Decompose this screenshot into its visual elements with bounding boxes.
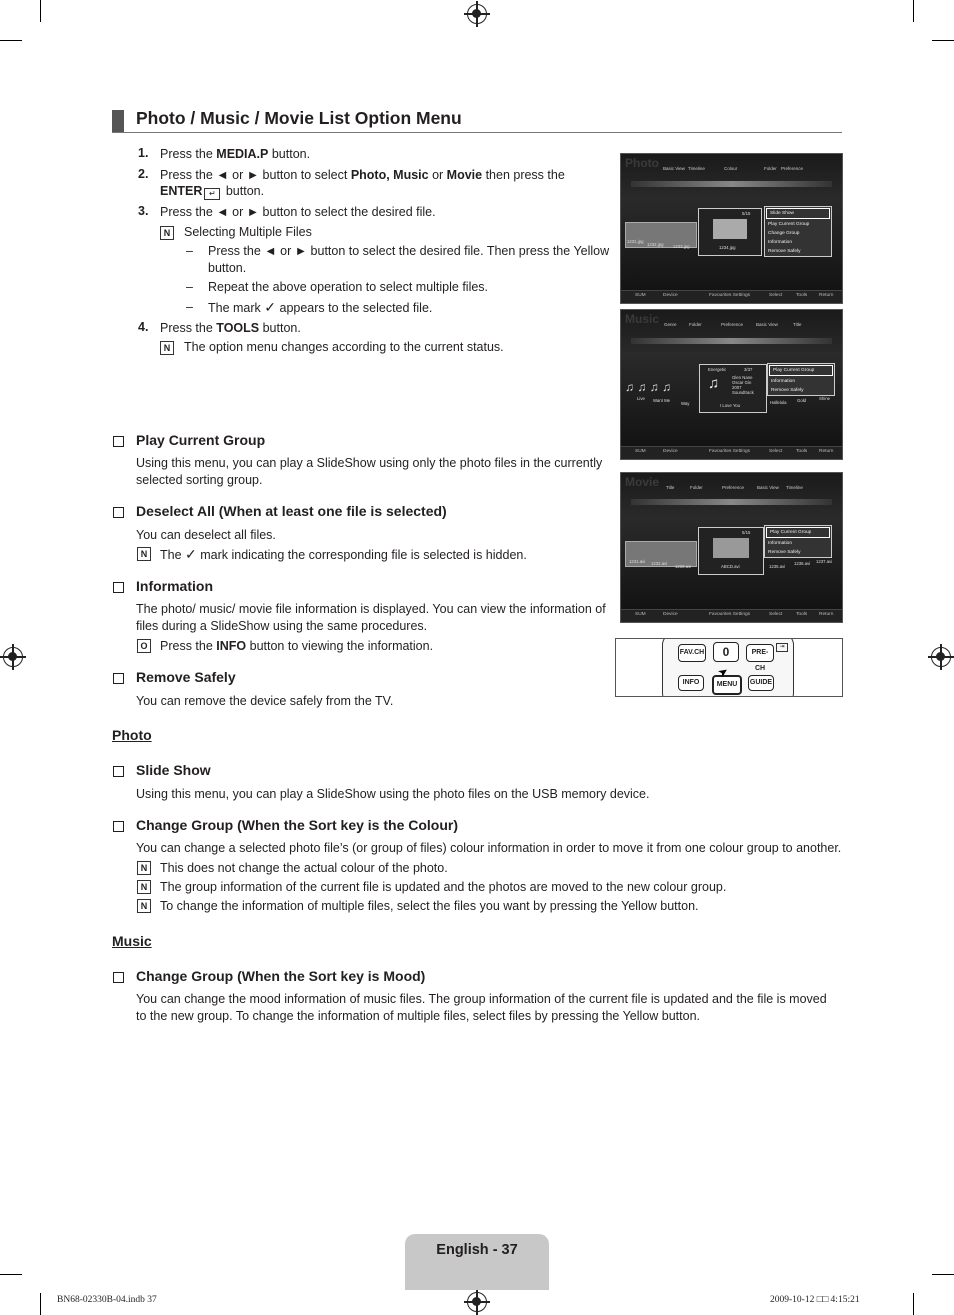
footer-tools: Tools — [796, 612, 808, 617]
screen-footer — [621, 446, 842, 459]
file-name: 1237.avi — [816, 559, 833, 564]
genre-band — [631, 338, 832, 344]
file-name: 1231.jpg — [627, 239, 644, 244]
track-year: 2007 — [732, 385, 742, 390]
menu-item[interactable]: Change Group — [768, 231, 800, 236]
menu-item[interactable]: Remove Safely — [768, 249, 801, 254]
heading-play-current-group: Play Current Group — [136, 432, 266, 448]
remove-safely-text: You can remove the device safely from the TV. — [136, 694, 394, 708]
multi-select-step-1: Press the ◄ or ► button to select the desired file. Then press the Yellow — [208, 244, 610, 258]
file-name: Want Me — [653, 398, 671, 403]
change-group-colour-text: You can change a selected photo file’s (or group of files) colour information in order to move it from one colour group to another. — [136, 841, 842, 855]
menu-item[interactable]: Play Current Group — [769, 365, 833, 376]
screen-tab: Preference — [721, 322, 744, 327]
heading-slide-show: Slide Show — [136, 762, 211, 778]
checkbox-bullet-icon — [113, 582, 124, 593]
menu-item[interactable]: Information — [768, 240, 792, 245]
menu-item[interactable]: Information — [771, 379, 795, 384]
crop-mark — [40, 1293, 41, 1315]
option-menu — [764, 206, 832, 257]
screen-tab: Timeline — [786, 485, 803, 490]
info-button: INFO — [678, 675, 704, 691]
file-name: 1234.jpg — [719, 245, 736, 250]
note-icon: N — [160, 226, 174, 240]
file-name: 1232.avi — [651, 561, 668, 566]
menu-item[interactable]: Remove Safely — [768, 550, 801, 555]
file-name: Shine — [819, 396, 830, 401]
movie-screen — [620, 472, 843, 623]
note-icon: N — [137, 880, 151, 894]
footer-tools: Tools — [796, 449, 808, 454]
selected-thumbnail[interactable] — [698, 208, 762, 256]
step-2-text-cont: ENTER ↵ button. — [160, 184, 265, 198]
file-count: 5/15 — [742, 530, 751, 535]
information-note: Press the INFO button to viewing the information. — [160, 639, 434, 653]
title-marker — [112, 110, 124, 132]
step-number: 3. — [138, 204, 149, 218]
pre-ch-button: PRE-CH — [746, 644, 774, 662]
menu-item[interactable]: Play Current Group — [768, 222, 810, 227]
file-name: 1232.jpg — [647, 242, 664, 247]
screen-title: Music — [625, 312, 660, 326]
registration-mark-icon — [931, 647, 951, 667]
file-name: Gold — [797, 398, 807, 403]
fav-ch-button: FAV.CH — [678, 644, 706, 662]
footer-tools: Tools — [796, 293, 808, 298]
crop-mark — [40, 0, 41, 22]
dash: – — [186, 244, 193, 258]
footer-return: Return — [819, 449, 834, 454]
crop-mark — [932, 1274, 954, 1275]
music-screen — [620, 309, 843, 460]
footer-sum: SUM — [635, 612, 646, 617]
menu-item[interactable]: Play Current Group — [766, 527, 830, 538]
crop-mark — [0, 1274, 22, 1275]
photo-screen — [620, 153, 843, 304]
footer-device: Device — [663, 293, 678, 298]
footer-select: Select — [769, 612, 783, 617]
footer-select: Select — [769, 449, 783, 454]
photo-preview — [713, 219, 747, 239]
crop-mark — [932, 40, 954, 41]
change-group-colour-note-3: To change the information of multiple files, select the files you want by pressing the Yellow button. — [160, 899, 699, 913]
footer-favourites: Favourites Settings — [709, 449, 751, 454]
guide-button: GUIDE — [748, 675, 774, 691]
checkbox-bullet-icon — [113, 821, 124, 832]
footer-favourites: Favourites Settings — [709, 293, 751, 298]
source-icon: ⇥ — [776, 643, 788, 652]
crop-mark — [0, 40, 22, 41]
screen-tab: Timeline — [688, 166, 705, 171]
title-band — [631, 499, 832, 505]
track-artist: Glen Nane — [732, 375, 753, 380]
option-menu — [764, 525, 832, 558]
screen-tab: Preference — [781, 166, 804, 171]
page-title: Photo / Music / Movie List Option Menu — [136, 108, 462, 128]
note-icon: N — [137, 547, 151, 561]
selected-track[interactable] — [699, 364, 767, 413]
file-name: 1235.avi — [769, 564, 786, 569]
screen-tab: Basic View — [757, 485, 779, 490]
step-1-text: Press the MEDIA.P button. — [160, 147, 311, 161]
menu-item[interactable]: Slide Show — [766, 208, 830, 219]
menu-button: MENU — [712, 675, 742, 695]
check-mark-icon: ✓ — [185, 546, 197, 562]
file-name: ABCD.avi — [721, 564, 740, 569]
footer-device: Device — [663, 612, 678, 617]
screen-title: Photo — [625, 156, 659, 170]
change-group-colour-note-1: This does not change the actual colour of the photo. — [160, 861, 448, 875]
screen-tab: Folder — [764, 166, 777, 171]
tip-icon: O — [137, 639, 151, 653]
heading-deselect-all: Deselect All (When at least one file is selected) — [136, 503, 447, 519]
checkbox-bullet-icon — [113, 766, 124, 777]
remote-control-illustration — [615, 638, 843, 697]
print-date: 2009-10-12 □□ 4:15:21 — [770, 1295, 860, 1305]
change-group-mood-text: You can change the mood information of music files. The group information of the current file is updated and the file is moved to the new group. To change the information of multiple files, select files by pressing the Yellow button. — [136, 992, 827, 1023]
music-note-icon: ♫ — [708, 375, 720, 392]
multi-select-step-1-cont: button. — [208, 261, 247, 275]
pointer-arrow-icon: ➤ — [714, 663, 732, 681]
footer-return: Return — [819, 612, 834, 617]
file-count: 3/37 — [744, 367, 753, 372]
file-name: 1231.avi — [629, 559, 646, 564]
screen-tab: Title — [793, 322, 802, 327]
step-3-text: Press the ◄ or ► button to select the desired file. — [160, 205, 436, 219]
information-text: The photo/ music/ movie file information is displayed. You can view the information of files during a SlideShow using the same procedures. — [136, 602, 606, 633]
section-label-photo: Photo — [112, 727, 152, 743]
file-name: Hallelula — [770, 400, 787, 405]
change-group-colour-note-2: The group information of the current file is updated and the photos are moved to the new colour group. — [160, 880, 727, 894]
step-4-text: Press the TOOLS button. — [160, 321, 301, 335]
note-icon: N — [160, 341, 174, 355]
heading-change-group-mood: Change Group (When the Sort key is Mood) — [136, 968, 426, 984]
screen-tab: Basic View — [756, 322, 778, 327]
file-name: Way — [681, 401, 690, 406]
track-title: I Love You — [720, 403, 741, 408]
page-number-tab — [405, 1234, 549, 1290]
checkbox-bullet-icon — [113, 436, 124, 447]
zero-button: 0 — [713, 642, 739, 662]
movie-preview — [713, 538, 749, 558]
option-menu — [767, 363, 835, 396]
multi-select-step-3: The mark ✓ appears to the selected file. — [208, 299, 433, 315]
section-label-music: Music — [112, 933, 152, 949]
menu-item[interactable]: Information — [768, 541, 792, 546]
checkbox-bullet-icon — [113, 507, 124, 518]
file-count: 5/15 — [742, 211, 751, 216]
print-file-name: BN68-02330B-04.indb 37 — [57, 1295, 157, 1305]
deselect-all-note: The ✓ mark indicating the corresponding file is selected is hidden. — [160, 546, 527, 562]
colour-band — [631, 181, 832, 187]
page-number: English - 37 — [436, 1242, 518, 1258]
registration-mark-icon — [3, 647, 23, 667]
screen-tab: Folder — [689, 322, 702, 327]
registration-mark-icon — [467, 4, 487, 24]
crop-mark — [913, 1293, 914, 1315]
heading-remove-safely: Remove Safely — [136, 669, 236, 685]
step-2-text: Press the ◄ or ► button to select Photo, Music or Movie then press the — [160, 168, 565, 182]
track-album: Oscar Gin — [732, 380, 752, 385]
deselect-all-text: You can deselect all files. — [136, 528, 276, 542]
checkbox-bullet-icon — [113, 972, 124, 983]
music-note-icon: ♫ ♫ ♫ ♫ — [625, 380, 672, 394]
enter-icon: ↵ — [204, 188, 220, 200]
screen-tab: Folder — [690, 485, 703, 490]
footer-sum: SUM — [635, 449, 646, 454]
step-number: 1. — [138, 146, 149, 160]
footer-sum: SUM — [635, 293, 646, 298]
track-genre: Soundtrack — [732, 390, 754, 395]
play-current-group-text: Using this menu, you can play a SlideShow using only the photo files in the currently selected sorting group. — [136, 456, 603, 487]
selected-thumbnail[interactable] — [698, 527, 764, 575]
step-number: 4. — [138, 320, 149, 334]
dash: – — [186, 280, 193, 294]
file-name: 1236.avi — [794, 561, 811, 566]
multi-select-label: Selecting Multiple Files — [184, 225, 312, 239]
screen-tab: Colour — [724, 166, 738, 171]
footer-favourites: Favourites Settings — [709, 612, 751, 617]
screen-title: Movie — [625, 475, 660, 489]
heading-information: Information — [136, 578, 213, 594]
footer-select: Select — [769, 293, 783, 298]
file-name: Live — [637, 396, 645, 401]
heading-change-group-colour: Change Group (When the Sort key is the Colour) — [136, 817, 459, 833]
track-mood: Energetic — [708, 367, 727, 372]
slide-show-text: Using this menu, you can play a SlideShow using the photo files on the USB memory device. — [136, 787, 650, 801]
dash: – — [186, 300, 193, 314]
menu-item[interactable]: Remove Safely — [771, 388, 804, 393]
step-number: 2. — [138, 167, 149, 181]
note-icon: N — [137, 899, 151, 913]
note-icon: N — [137, 861, 151, 875]
check-mark-icon: ✓ — [264, 299, 277, 315]
screen-tab: Preference — [722, 485, 745, 490]
screen-footer — [621, 609, 842, 622]
footer-device: Device — [663, 449, 678, 454]
step-4-note: The option menu changes according to the current status. — [184, 340, 504, 354]
screen-tab: Genre — [664, 322, 677, 327]
page-title-bar — [112, 108, 842, 133]
screen-tab: Basic View — [663, 166, 685, 171]
multi-select-step-2: Repeat the above operation to select multiple files. — [208, 280, 489, 294]
file-name: 1233.jpg — [673, 244, 690, 249]
checkbox-bullet-icon — [113, 673, 124, 684]
crop-mark — [913, 0, 914, 22]
screen-footer — [621, 290, 842, 303]
screen-tab: Title — [666, 485, 675, 490]
footer-return: Return — [819, 293, 834, 298]
file-name: 1233.avi — [675, 564, 692, 569]
registration-mark-icon — [467, 1292, 487, 1312]
